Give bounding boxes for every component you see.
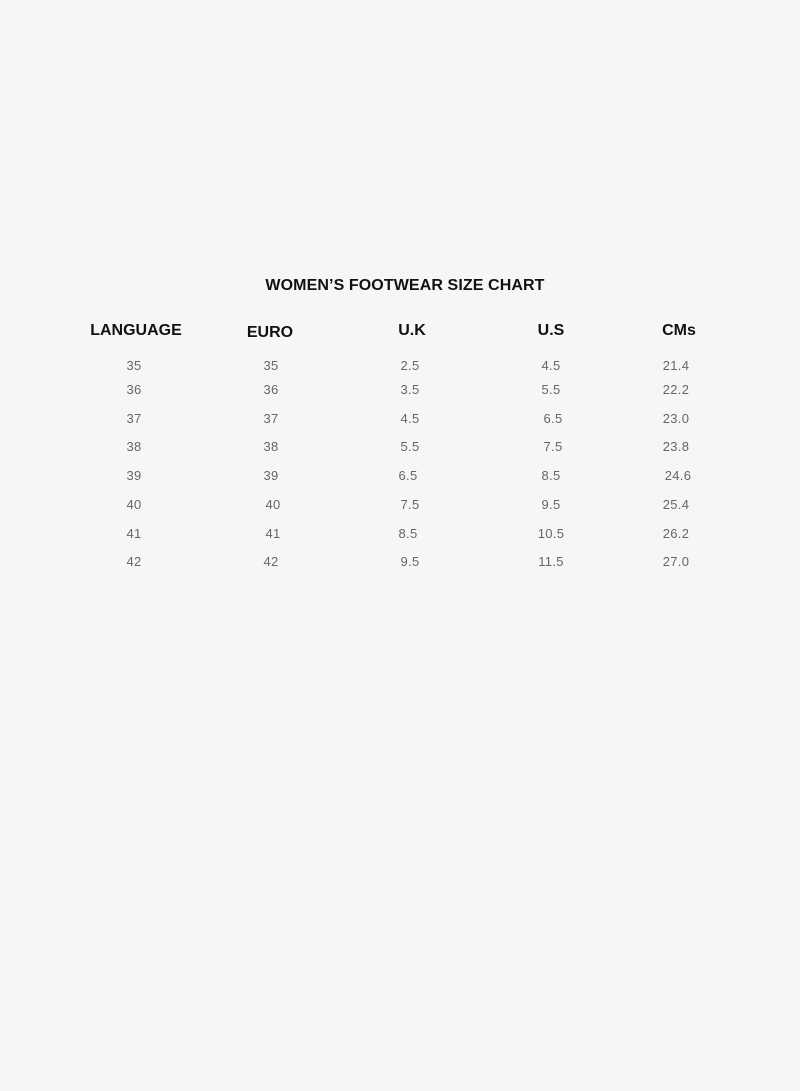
table-cell: 8.5 xyxy=(541,468,561,483)
column-header-euro: EURO xyxy=(246,324,294,341)
table-cell: 35 xyxy=(126,358,142,373)
table-cell: 5.5 xyxy=(400,439,420,454)
table-cell: 21.4 xyxy=(662,358,690,373)
column-header-us: U.S xyxy=(537,322,565,339)
table-cell: 25.4 xyxy=(662,497,690,512)
table-cell: 37 xyxy=(126,411,142,426)
table-cell: 3.5 xyxy=(400,382,420,397)
table-cell: 22.2 xyxy=(662,382,690,397)
table-cell: 23.0 xyxy=(662,411,690,426)
table-cell: 41 xyxy=(265,526,281,541)
table-cell: 5.5 xyxy=(541,382,561,397)
table-cell: 27.0 xyxy=(662,554,690,569)
table-cell: 4.5 xyxy=(400,411,420,426)
table-cell: 23.8 xyxy=(662,439,690,454)
table-cell: 38 xyxy=(263,439,279,454)
table-cell: 42 xyxy=(126,554,142,569)
table-cell: 8.5 xyxy=(398,526,418,541)
table-cell: 7.5 xyxy=(543,439,563,454)
table-cell: 4.5 xyxy=(541,358,561,373)
table-cell: 37 xyxy=(263,411,279,426)
table-cell: 36 xyxy=(126,382,142,397)
table-cell: 41 xyxy=(126,526,142,541)
column-header-uk: U.K xyxy=(398,322,426,339)
table-cell: 6.5 xyxy=(398,468,418,483)
column-header-cms: CMs xyxy=(662,322,696,339)
table-cell: 6.5 xyxy=(543,411,563,426)
table-cell: 11.5 xyxy=(538,554,564,569)
table-cell: 2.5 xyxy=(400,358,420,373)
table-cell: 42 xyxy=(263,554,279,569)
table-cell: 9.5 xyxy=(400,554,420,569)
table-cell: 7.5 xyxy=(400,497,420,512)
table-cell: 26.2 xyxy=(662,526,690,541)
table-cell: 9.5 xyxy=(541,497,561,512)
table-cell: 40 xyxy=(126,497,142,512)
table-cell: 35 xyxy=(263,358,279,373)
table-cell: 39 xyxy=(126,468,142,483)
table-cell: 24.6 xyxy=(664,468,692,483)
table-cell: 36 xyxy=(263,382,279,397)
chart-title: WOMEN’S FOOTWEAR SIZE CHART xyxy=(265,277,545,294)
column-header-language: LANGUAGE xyxy=(90,322,182,339)
table-cell: 39 xyxy=(263,468,279,483)
table-cell: 10.5 xyxy=(537,526,565,541)
table-cell: 40 xyxy=(265,497,281,512)
table-cell: 38 xyxy=(126,439,142,454)
